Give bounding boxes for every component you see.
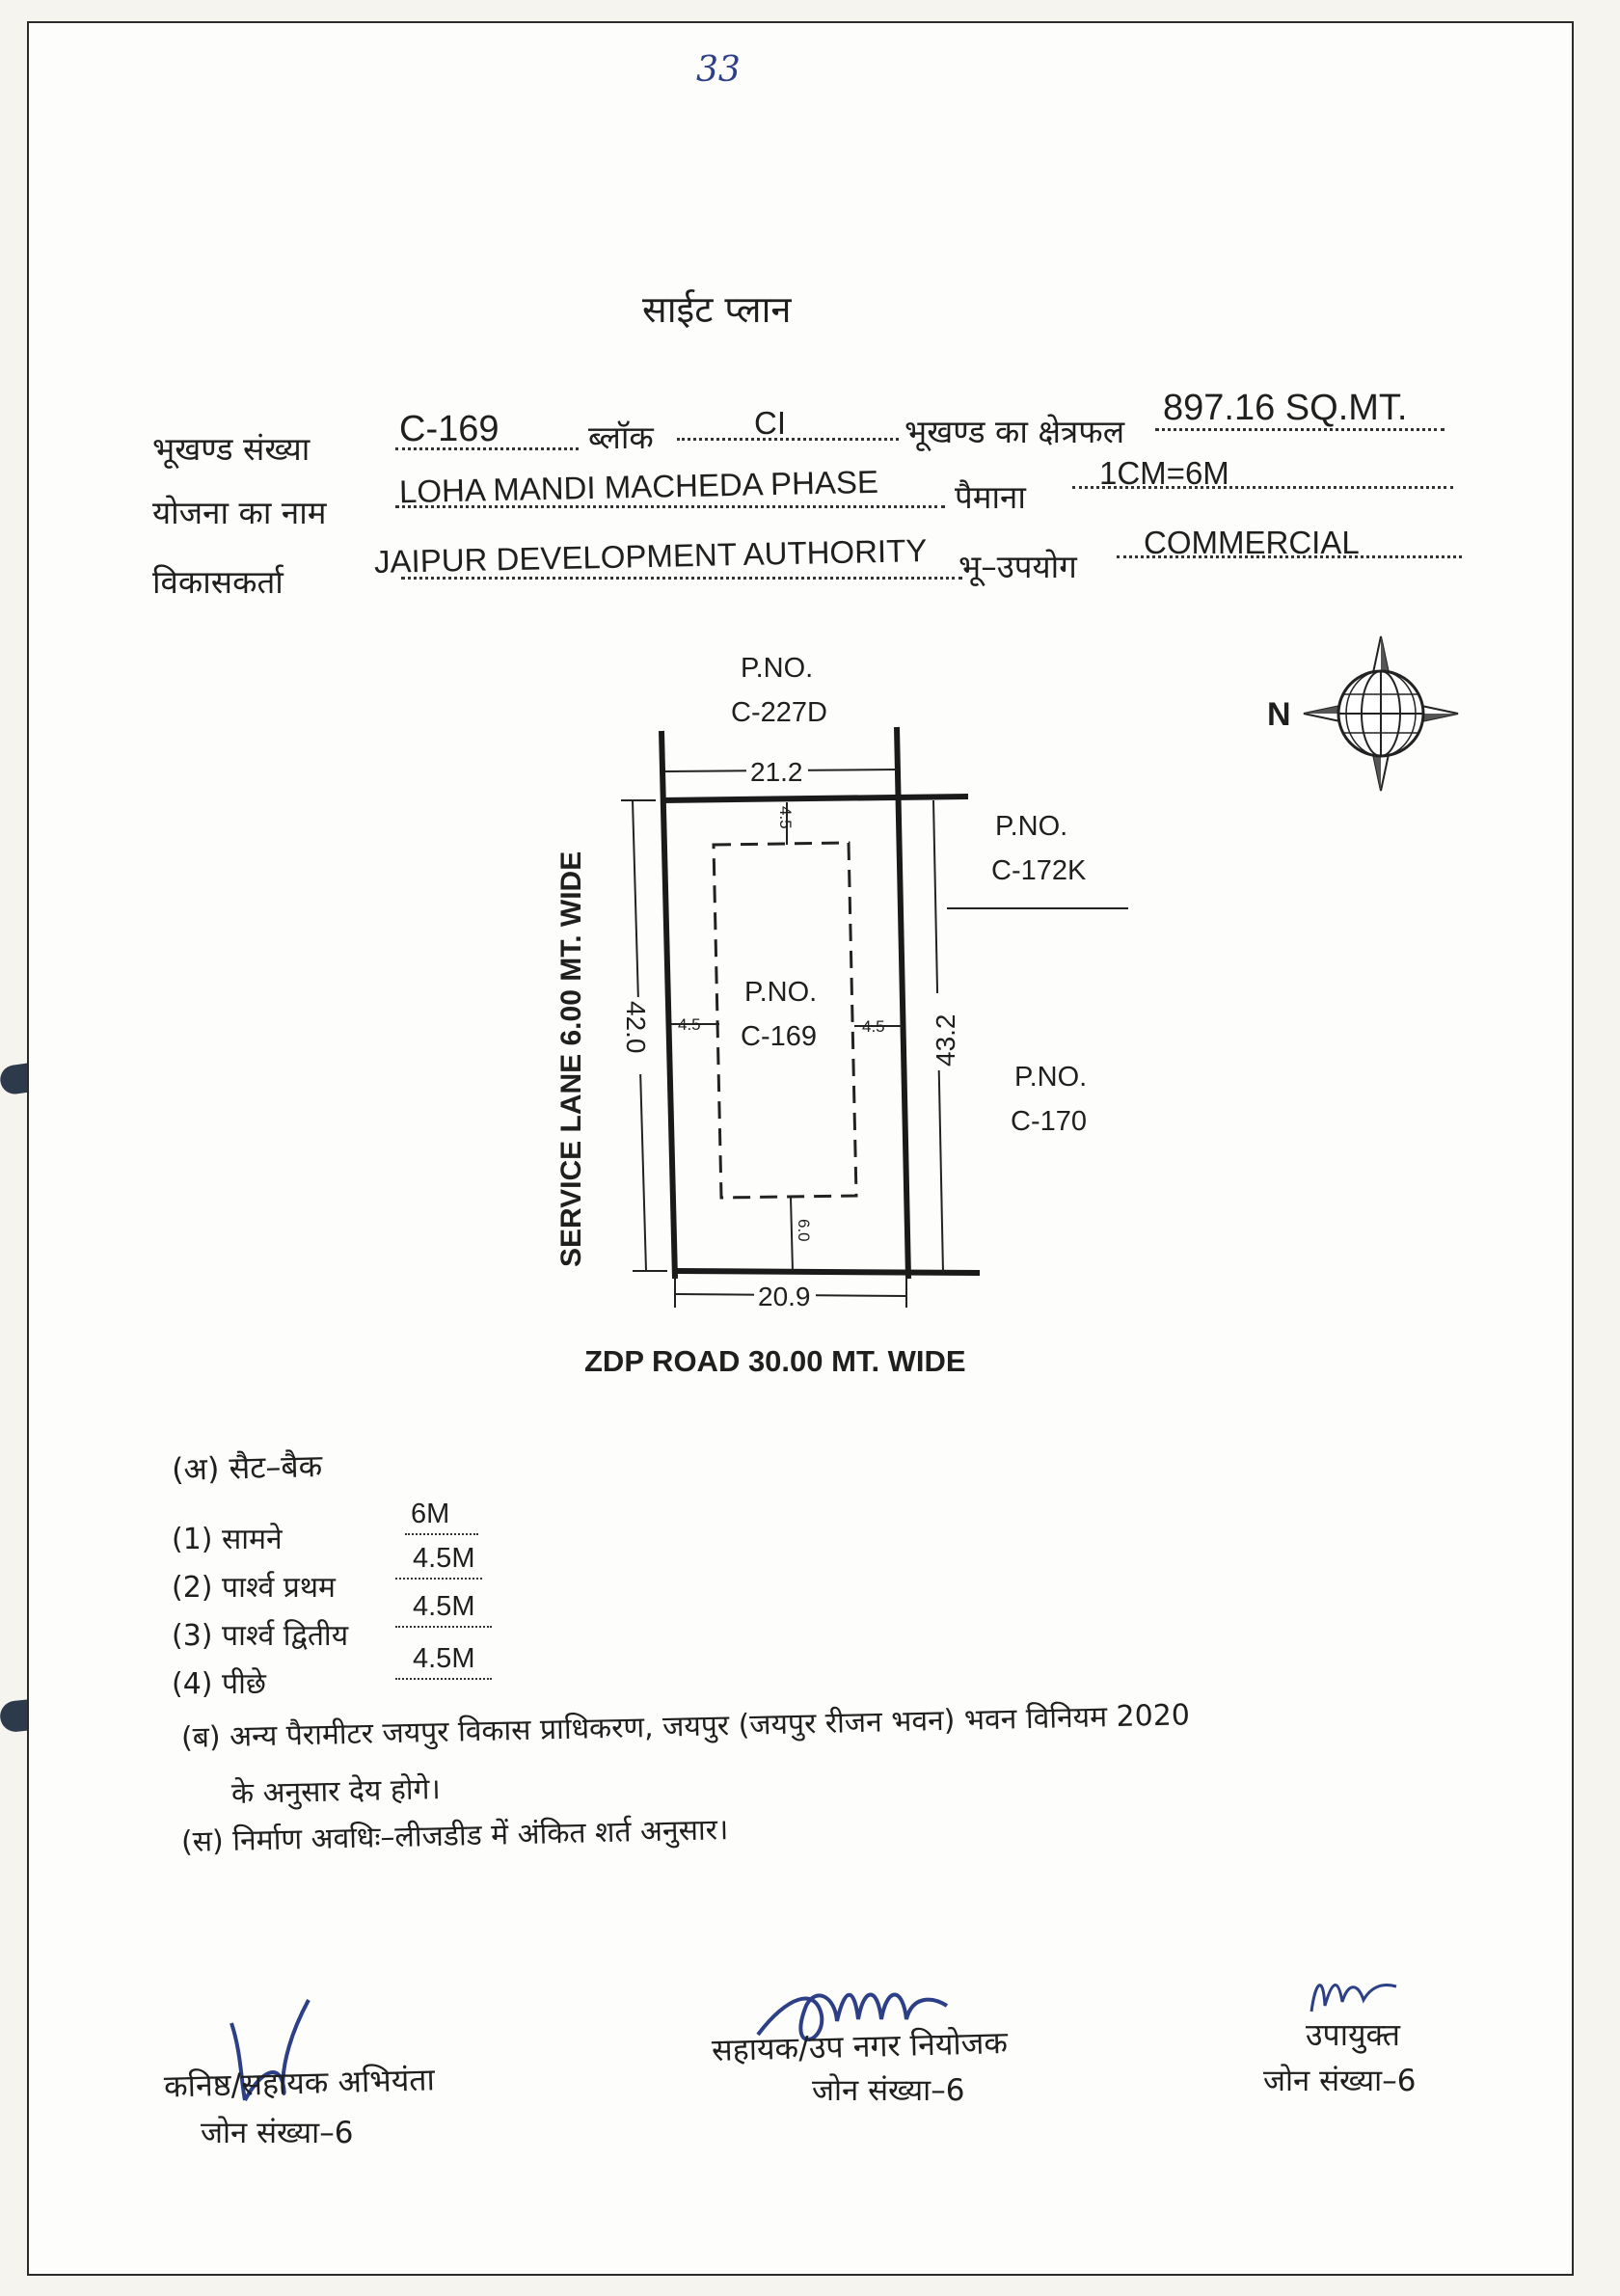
right-top-plot-line2: C-172K [991,855,1087,886]
setback-side2-value: 4.5M [413,1591,475,1622]
signatory-2-title: सहायक/उप नगर नियोजक [711,2023,1009,2069]
setback-side1-dotline [395,1578,482,1580]
setback-front-value: 6M [411,1499,450,1529]
note-b-line1: (ब) अन्य पैरामीटर जयपुर विकास प्राधिकरण, जयपुर (जयपुर रीजन भवन) भवन विनियम 2020 [180,1698,1191,1755]
top-plot-line2: C-227D [731,697,827,728]
area-dotline [1155,428,1444,431]
setback-rear-value: 4.5M [413,1643,475,1674]
plot-right-wall [897,727,908,1279]
signatory-2-zone: जोन संख्या–6 [812,2073,965,2108]
developer-dotline [401,577,962,580]
area-value: 897.16 SQ.MT. [1163,388,1408,428]
block-value: CI [754,405,786,441]
dim-right-text: 43.2 [931,1013,960,1067]
setback-left-text: 4.5 [678,1015,701,1034]
scale-label: पैमाना [955,478,1026,516]
left-road-label: SERVICE LANE 6.00 MT. WIDE [555,851,587,1267]
scale-value: 1CM=6M [1099,455,1229,491]
center-plot-line1: P.NO. [744,977,818,1008]
dim-bottom-text: 20.9 [758,1282,811,1311]
north-label: N [1267,696,1291,733]
setback-side2-label: (3) पार्श्व द्वितीय [172,1619,349,1653]
top-plot-line1: P.NO. [741,653,814,684]
setback-rear-label: (4) पीछे [172,1667,266,1701]
setback-rear-dotline [395,1678,492,1680]
scheme-value: LOHA MANDI MACHEDA PHASE [398,463,879,510]
signatory-3-title: उपायुक्त [1306,2016,1400,2053]
plot-bottom-wall [675,1271,980,1273]
setback-side1-value: 4.5M [413,1543,475,1574]
setback-front-label: (1) सामने [172,1523,283,1556]
plot-no-label: भूखण्ड संख्या [152,430,310,468]
note-c-line: (स) निर्माण अवधिः–लीजडीड में अंकित शर्त अनुसार। [180,1813,729,1859]
setback-side2-dotline [395,1626,492,1628]
page-title: साईट प्लान [642,288,792,331]
landuse-dotline [1117,555,1462,558]
setback-bottom-text: 6.0 [795,1219,813,1242]
plot-left-wall [662,731,675,1279]
page-number: 33 [696,50,741,90]
signatory-3-zone: जोन संख्या–6 [1263,2064,1417,2098]
plot-top-wall [662,797,968,800]
center-plot-line2: C-169 [741,1021,817,1052]
block-dotline [677,438,899,441]
right-bottom-plot-line2: C-170 [1011,1106,1087,1137]
setback-front-dotline [405,1533,478,1535]
right-top-plot-line1: P.NO. [995,811,1068,842]
landuse-label: भू–उपयोग [958,548,1077,585]
setback-top-text: 4.5 [776,806,795,829]
developer-label: विकासकर्ता [152,563,284,601]
building-envelope [714,843,856,1198]
area-label: भूखण्ड का क्षेत्रफल [904,413,1125,450]
dim-left-text: 42.0 [621,1001,651,1054]
developer-value: JAIPUR DEVELOPMENT AUTHORITY [373,532,928,580]
site-plan-drawing [29,621,1576,1392]
plot-no-value: C-169 [399,409,500,449]
scheme-label: योजना का नाम [152,494,327,531]
signatory-1-title: कनिष्ठ/सहायक अभियंता [163,2061,436,2105]
setback-side1-label: (2) पार्श्व प्रथम [172,1571,336,1605]
document-sheet [27,21,1574,2276]
dim-top-text: 21.2 [750,757,803,787]
landuse-value: COMMERCIAL [1144,525,1360,560]
signatory-1-zone: जोन संख्या–6 [201,2116,354,2150]
scheme-dotline [395,505,945,508]
compass-rose-icon [1304,636,1458,791]
note-b-line2: के अनुसार देय होगे। [230,1772,442,1811]
setbacks-heading: (अ) सैट–बैक [171,1446,323,1489]
setback-right-text: 4.5 [862,1017,885,1036]
scale-dotline [1072,486,1453,489]
right-bottom-plot-line1: P.NO. [1014,1062,1088,1093]
plot-no-dotline [395,447,579,450]
bottom-road-label: ZDP ROAD 30.00 MT. WIDE [584,1344,966,1378]
block-label: ब्लॉक [588,419,654,456]
